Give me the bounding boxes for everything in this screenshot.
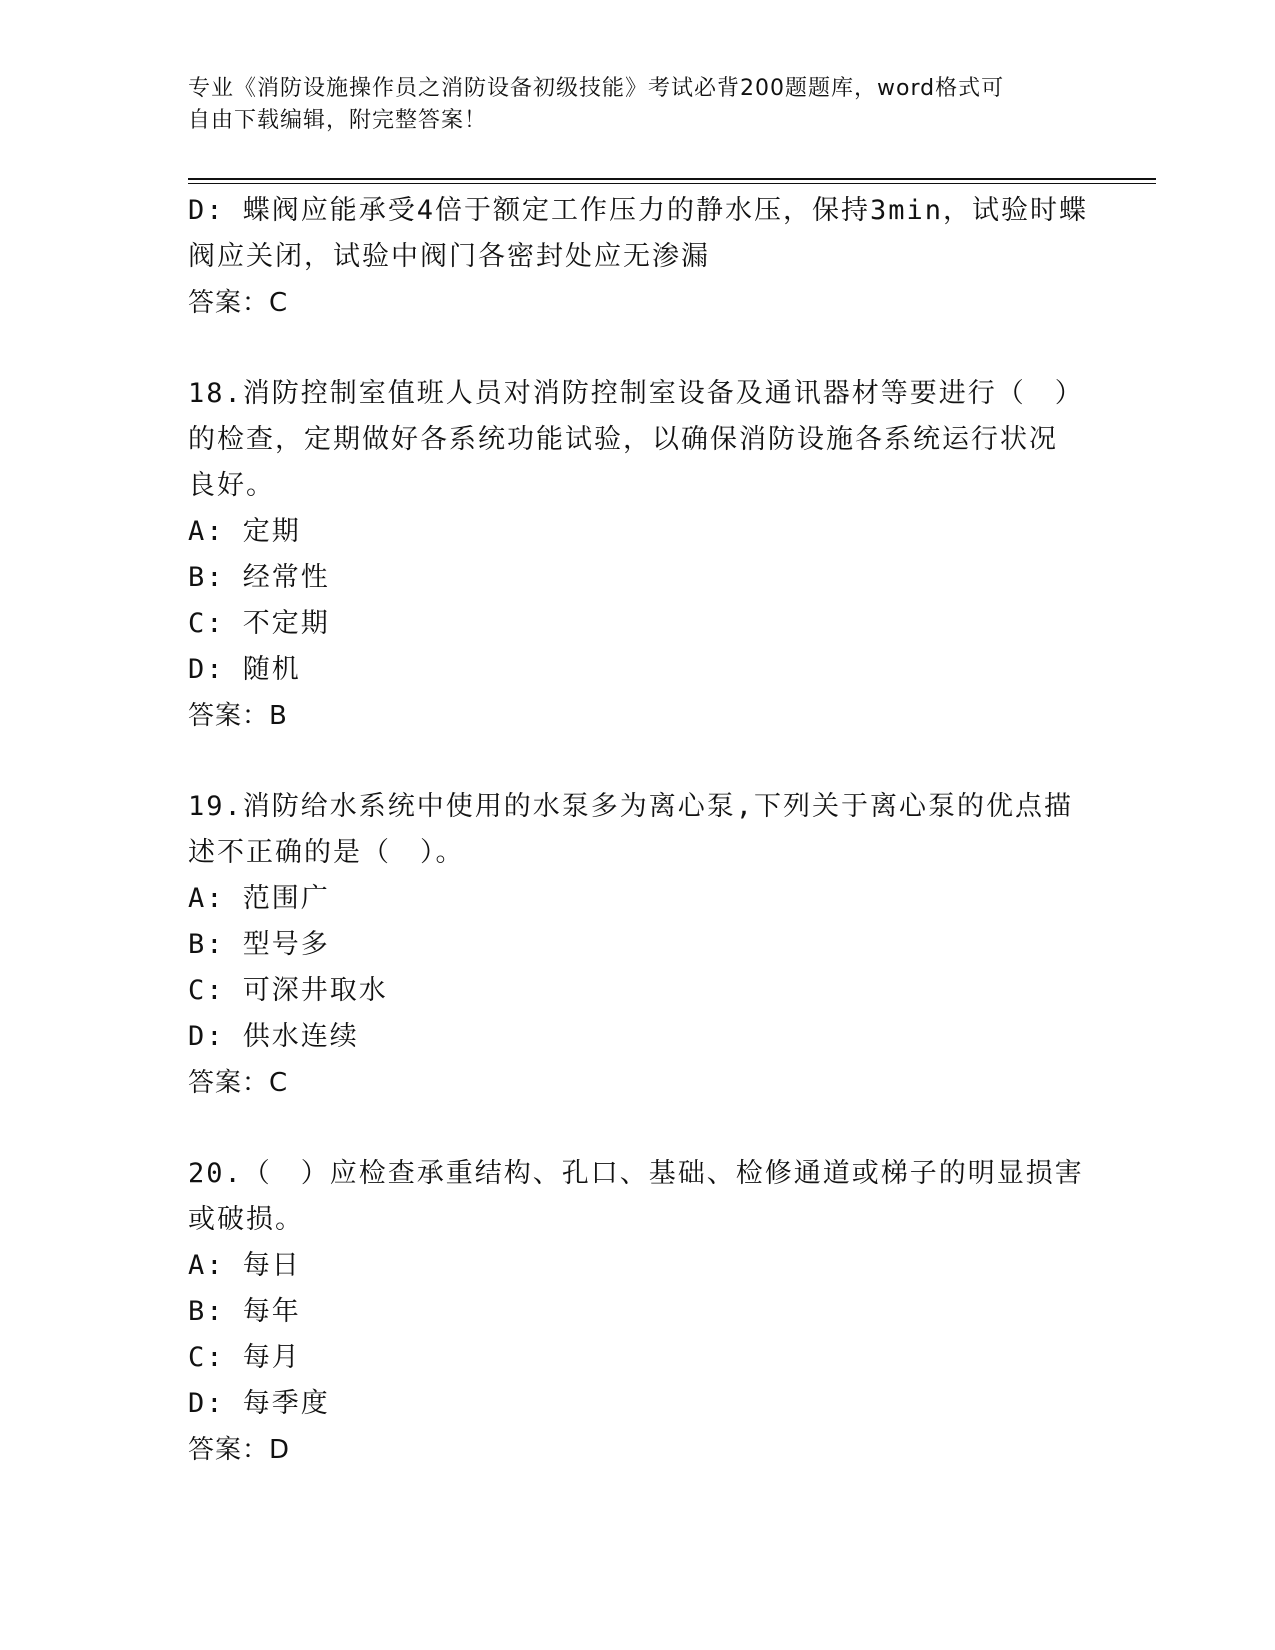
question-stem-line-1: 18.消防控制室值班人员对消防控制室设备及通讯器材等要进行（ ）	[188, 378, 1084, 409]
option-b: B: 经常性	[188, 562, 330, 593]
option-d-line-2: 阀应关闭，试验中阀门各密封处应无渗漏	[188, 241, 710, 272]
question-20	[188, 1151, 1108, 1473]
question-stem-line-2: 的检查，定期做好各系统功能试验，以确保消防设施各系统运行状况	[188, 424, 1058, 455]
option-d-line-1: D: 蝶阀应能承受4倍于额定工作压力的静水压，保持3min，试验时蝶	[188, 195, 1089, 226]
option-b: B: 每年	[188, 1296, 301, 1327]
question-stem-line-2: 述不正确的是（ ）。	[188, 837, 465, 868]
option-c: C: 可深井取水	[188, 975, 388, 1006]
question-stem-line-1: 20.（ ）应检查承重结构、孔口、基础、检修通道或梯子的明显损害	[188, 1158, 1084, 1189]
document-header	[188, 73, 1088, 137]
option-d: D: 随机	[188, 654, 301, 685]
option-c: C: 不定期	[188, 608, 330, 639]
option-b: B: 型号多	[188, 929, 330, 960]
question-19	[188, 784, 1108, 1106]
answer: 答案：B	[188, 701, 288, 731]
answer: 答案：C	[188, 288, 289, 318]
header-rule-thin	[188, 183, 1156, 184]
option-d: D: 供水连续	[188, 1021, 359, 1052]
option-a: A: 每日	[188, 1250, 301, 1281]
option-a: A: 范围广	[188, 883, 330, 914]
question-stem-line-1: 19.消防给水系统中使用的水泵多为离心泵,下列关于离心泵的优点描	[188, 791, 1074, 822]
answer: 答案：C	[188, 1068, 289, 1098]
option-d: D: 每季度	[188, 1388, 330, 1419]
question-stem-line-2: 或破损。	[188, 1204, 304, 1235]
question-18	[188, 371, 1108, 739]
option-a: A: 定期	[188, 516, 301, 547]
question-list	[188, 188, 1108, 1473]
question-17-tail	[188, 188, 1108, 326]
option-c: C: 每月	[188, 1342, 301, 1373]
question-stem-line-3: 良好。	[188, 470, 275, 501]
header-line-1: 专业《消防设施操作员之消防设备初级技能》考试必背200题题库，word格式可	[188, 76, 1005, 101]
answer: 答案：D	[188, 1435, 291, 1465]
header-rule-thick	[188, 178, 1156, 180]
header-line-2: 自由下载编辑，附完整答案！	[188, 108, 488, 133]
